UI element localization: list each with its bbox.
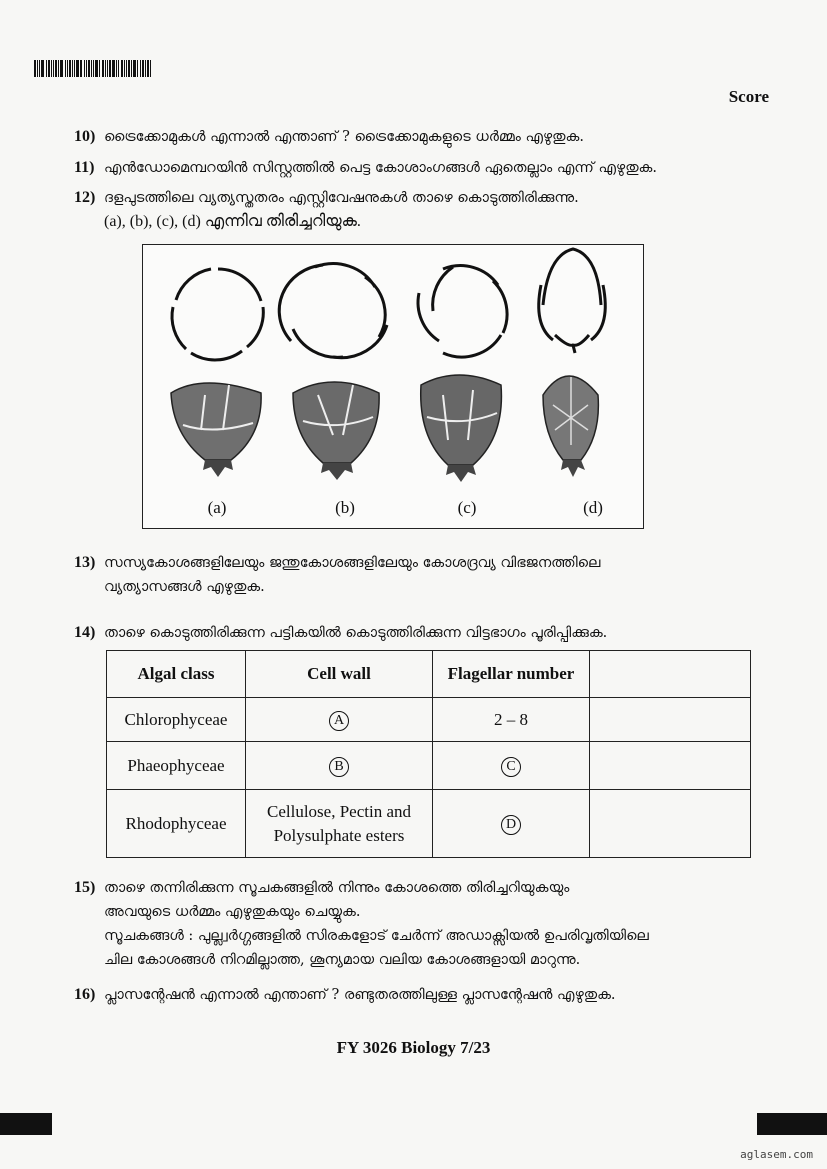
- barcode-bar: [69, 60, 71, 77]
- question-14: [74, 621, 774, 645]
- registration-mark-right: [757, 1113, 827, 1135]
- barcode-bar: [86, 60, 87, 77]
- figure-label-d: (d): [583, 498, 603, 517]
- barcode-bar: [99, 60, 100, 77]
- question-text-line2: വ്യത്യാസങ്ങൾ എഴുതുക.: [104, 579, 265, 595]
- barcode-bar: [107, 60, 108, 77]
- watermark: aglasem.com: [740, 1148, 813, 1161]
- barcode-bar: [76, 60, 79, 77]
- barcode-bar: [95, 60, 98, 77]
- barcode-bar: [140, 60, 141, 77]
- aestivation-figure: [142, 244, 644, 529]
- barcode-bar: [112, 60, 115, 77]
- barcode-bar: [126, 60, 127, 77]
- cell-blank: [590, 698, 751, 742]
- diagram-a-floral: [172, 269, 263, 360]
- barcode: [34, 60, 166, 77]
- blank-marker-b: B: [329, 757, 349, 777]
- algae-table: [106, 650, 751, 858]
- barcode-bar: [137, 60, 138, 77]
- question-number: 10): [74, 128, 96, 145]
- score-label: Score: [728, 87, 769, 106]
- barcode-bar: [53, 60, 54, 77]
- question-text: ദളപുടത്തിലെ വ്യത്യസ്തതരം എസ്റ്റിവേഷനുകൾ താഴെ കൊടുത്തിരിക്കുന്നു.: [104, 190, 579, 206]
- diagram-c-floral: [418, 266, 507, 357]
- cell-flagellar: [433, 742, 590, 790]
- barcode-bar: [109, 60, 111, 77]
- cell-flagellar: 2 – 8: [433, 698, 590, 742]
- cell-wall-line2: Polysulphate esters: [273, 825, 405, 845]
- cell-cell-wall: [246, 698, 433, 742]
- barcode-bar: [67, 60, 68, 77]
- figure-label-a: (a): [207, 498, 227, 517]
- header-blank: [590, 651, 751, 698]
- table-row: [107, 698, 751, 742]
- barcode-bar: [48, 60, 50, 77]
- question-number: 14): [74, 624, 96, 641]
- barcode-bar: [131, 60, 132, 77]
- barcode-bar: [133, 60, 136, 77]
- header-flagellar-number: Flagellar number: [433, 651, 590, 698]
- question-13: [74, 551, 774, 599]
- barcode-bar: [37, 60, 38, 77]
- cell-flagellar: [433, 790, 590, 858]
- question-text: എൻഡോമെമ്പറയിൻ സിസ്റ്റത്തിൽ പെട്ട കോശാംഗങ്ങൾ ഏതെല്ലാം എന്ന് എഴുതുക.: [104, 160, 657, 176]
- page-footer: FY 3026 Biology 7/23: [336, 1038, 491, 1057]
- blank-marker-d: D: [501, 815, 521, 835]
- barcode-bar: [145, 60, 146, 77]
- question-text-line4: ചില കോശങ്ങൾ നിറമില്ലാത്ത, ശൂന്യമായ വലിയ കോശങ്ങളായി മാറുന്നു.: [104, 952, 581, 968]
- barcode-bar: [128, 60, 130, 77]
- barcode-bar: [51, 60, 52, 77]
- aestivation-drawing: [143, 245, 643, 528]
- question-10: [74, 125, 774, 149]
- question-text-line2: (a), (b), (c), (d) എന്നിവ തിരിച്ചറിയുക.: [104, 213, 361, 230]
- flower-b: [293, 382, 379, 480]
- blank-marker-a: A: [329, 711, 349, 731]
- barcode-bar: [60, 60, 63, 77]
- barcode-bar: [147, 60, 149, 77]
- cell-class: Phaeophyceae: [107, 742, 246, 790]
- question-number: 15): [74, 879, 96, 896]
- cell-blank: [590, 790, 751, 858]
- barcode-bar: [102, 60, 104, 77]
- question-12: [74, 186, 774, 234]
- table-header-row: [107, 651, 751, 698]
- barcode-bar: [91, 60, 92, 77]
- flower-a: [171, 383, 261, 477]
- table-row: [107, 742, 751, 790]
- question-number: 13): [74, 554, 96, 571]
- cell-wall-line1: Cellulose, Pectin and: [266, 801, 411, 821]
- table-row: [107, 790, 751, 858]
- header-algal-class: Algal class: [107, 651, 246, 698]
- barcode-bar: [93, 60, 94, 77]
- flower-c: [421, 375, 502, 482]
- barcode-bar: [58, 60, 59, 77]
- barcode-bar: [142, 60, 144, 77]
- barcode-bar: [74, 60, 75, 77]
- barcode-bar: [41, 60, 44, 77]
- question-number: 12): [74, 189, 96, 206]
- barcode-bar: [46, 60, 47, 77]
- question-text: സസ്യകോശങ്ങളിലേയും ജന്തുകോശങ്ങളിലേയും കോശദ്രവ്യ വിഭജനത്തിലെ: [104, 555, 601, 571]
- question-text: താഴെ തന്നിരിക്കുന്ന സൂചകങ്ങളിൽ നിന്നും കോശത്തെ തിരിച്ചറിയുകയും: [104, 880, 570, 896]
- question-text-line2: അവയുടെ ധർമ്മം എഴുതുകയും ചെയ്യുക.: [104, 904, 361, 920]
- barcode-bar: [118, 60, 119, 77]
- registration-mark-left: [0, 1113, 52, 1135]
- header-cell-wall: Cell wall: [246, 651, 433, 698]
- figure-label-b: (b): [335, 498, 355, 517]
- question-text: പ്ലാസന്റേഷൻ എന്നാൽ എന്താണ് ? രണ്ടുതരത്തിലുള്ള പ്ലാസന്റേഷൻ എഴുതുക.: [104, 987, 616, 1003]
- barcode-bar: [34, 60, 36, 77]
- blank-marker-c: C: [501, 757, 521, 777]
- question-text: താഴെ കൊടുത്തിരിക്കുന്ന പട്ടികയിൽ കൊടുത്തിരിക്കുന്ന വിട്ടഭാഗം പൂരിപ്പിക്കുക.: [104, 625, 608, 641]
- cell-cell-wall: [246, 742, 433, 790]
- cell-class: Chlorophyceae: [107, 698, 246, 742]
- barcode-bar: [105, 60, 106, 77]
- question-text-line3: സൂചകങ്ങൾ : പുല്ല്വർഗ്ഗങ്ങളിൽ സിരകളോട് ചേർന്ന് അഡാക്സിയൽ ഉപരിവൃതിയിലെ: [104, 928, 649, 944]
- barcode-bar: [84, 60, 85, 77]
- question-16: [74, 983, 774, 1007]
- question-11: [74, 156, 774, 180]
- barcode-bar: [121, 60, 123, 77]
- barcode-bar: [150, 60, 151, 77]
- question-number: 16): [74, 986, 96, 1003]
- cell-cell-wall: [246, 790, 433, 858]
- barcode-bar: [124, 60, 125, 77]
- figure-label-c: (c): [457, 498, 477, 517]
- cell-blank: [590, 742, 751, 790]
- flower-d: [543, 376, 598, 477]
- barcode-bar: [80, 60, 82, 77]
- barcode-bar: [55, 60, 57, 77]
- diagram-d-floral: [539, 249, 606, 353]
- question-number: 11): [74, 159, 95, 176]
- question-15: [74, 876, 774, 972]
- barcode-bar: [39, 60, 40, 77]
- barcode-bar: [72, 60, 73, 77]
- barcode-bar: [65, 60, 66, 77]
- cell-class: Rhodophyceae: [107, 790, 246, 858]
- diagram-b-floral: [279, 264, 387, 358]
- barcode-bar: [116, 60, 117, 77]
- barcode-bar: [88, 60, 90, 77]
- question-text: ട്രൈക്കോമുകൾ എന്നാൽ എന്താണ് ? ട്രൈക്കോമുകളുടെ ധർമ്മം എഴുതുക.: [104, 129, 584, 145]
